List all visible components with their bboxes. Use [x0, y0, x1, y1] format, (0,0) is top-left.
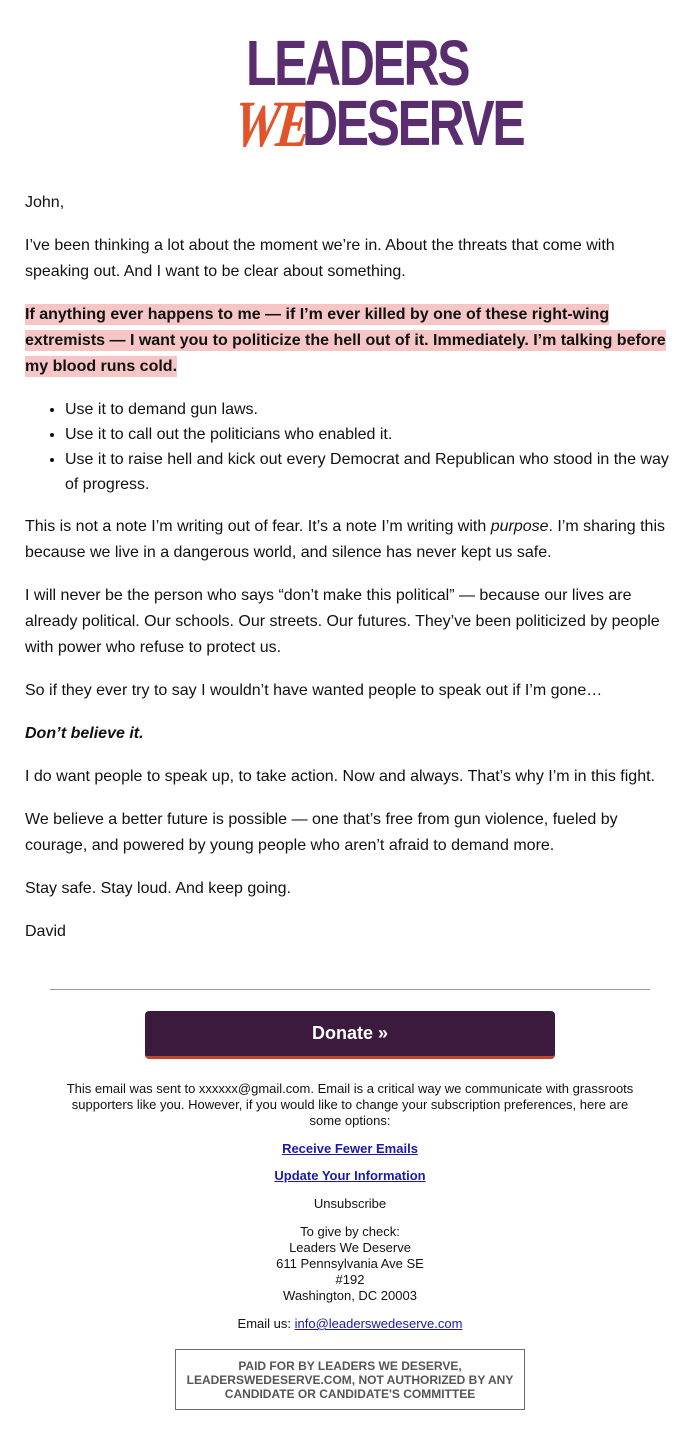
check-city: Washington, DC 20003	[283, 1288, 417, 1303]
check-street: 611 Pennsylvania Ave SE	[276, 1256, 424, 1271]
receive-fewer-emails-link[interactable]: Receive Fewer Emails	[282, 1141, 418, 1156]
email-us-label: Email us:	[237, 1316, 295, 1331]
logo-line-deserve: DESERVE	[302, 87, 524, 159]
purpose-italic: purpose	[490, 518, 549, 535]
list-item: • Use it to call out the politicians who enabled it.	[65, 422, 677, 447]
check-heading: To give by check:	[300, 1224, 400, 1239]
list-item: • Use it to raise hell and kick out every Democrat and Republican who stood in the way of progress.	[65, 447, 677, 497]
paragraph-6: I do want people to speak up, to take action. Now and always. That’s why I’m in this fight.	[25, 768, 655, 785]
paragraph-2-end: . I’m sharing this because we live in a dangerous world, and silence has never kept us safe.	[25, 518, 665, 561]
paragraph-7: We believe a better future is possible — one that’s free from gun violence, fueled by courage, and powered by young people who aren’t afraid to demand more.	[25, 811, 618, 854]
receive-fewer-emails-paragraph	[60, 1141, 640, 1157]
logo-line-leaders: LEADERS	[246, 27, 469, 99]
email-body	[25, 190, 677, 962]
paragraph-5: Don’t believe it.	[25, 725, 144, 742]
email-us	[60, 1316, 640, 1332]
update-information-paragraph	[60, 1168, 640, 1184]
update-information-link[interactable]: Update Your Information	[274, 1168, 426, 1183]
greeting: John,	[25, 194, 65, 211]
list-item: • Use it to demand gun laws.	[65, 397, 677, 422]
email-address-link[interactable]: info@leaderswedeserve.com	[294, 1316, 463, 1331]
check-address	[60, 1224, 640, 1304]
highlight-paragraph	[25, 302, 677, 380]
paragraph-8: Stay safe. Stay loud. And keep going.	[25, 880, 291, 897]
footer-intro: This email was sent to xxxxxx@gmail.com. Email is a critical way we communicate with grassroots supporters like you. However, if you would like to change your subscription preferences, here are some options:	[66, 1081, 634, 1128]
paragraph-1: I’ve been thinking a lot about the moment we’re in. About the threats that come with speaking out. And I want to be clear about something.	[25, 237, 615, 280]
bullet-list	[25, 397, 677, 497]
paragraph-2	[25, 514, 677, 566]
paragraph-2-start: This is not a note I’m writing out of fear. It’s a note I’m writing with	[25, 518, 491, 535]
donate-button[interactable]: Donate »	[145, 1011, 555, 1059]
highlighted-text: If anything ever happens to me — if I’m ever killed by one of these right-wing extremists — I want you to politicize the hell out of it. Immediately. I’m talking before my blood runs cold.	[25, 306, 666, 375]
footer	[60, 1081, 640, 1346]
divider	[50, 989, 650, 990]
check-unit: #192	[335, 1272, 365, 1287]
logo-we: WE	[230, 88, 313, 161]
check-name: Leaders We Deserve	[289, 1240, 411, 1255]
signature: David	[25, 923, 66, 940]
leaders-we-deserve-logo[interactable]	[230, 27, 524, 164]
paragraph-3: I will never be the person who says “don’t make this political” — because our lives are already political. Our schools. Our streets. Our futures. They’ve been politicized by people with power who refuse to protect us.	[25, 587, 660, 656]
paid-for-disclaimer: PAID FOR BY LEADERS WE DESERVE, LEADERSWEDESERVE.COM, NOT AUTHORIZED BY ANY CANDIDATE OR CANDIDATE'S COMMITTEE	[175, 1349, 525, 1410]
paragraph-4: So if they ever try to say I wouldn’t have wanted people to speak out if I’m gone…	[25, 682, 603, 699]
unsubscribe-link[interactable]: Unsubscribe	[313, 1196, 387, 1211]
